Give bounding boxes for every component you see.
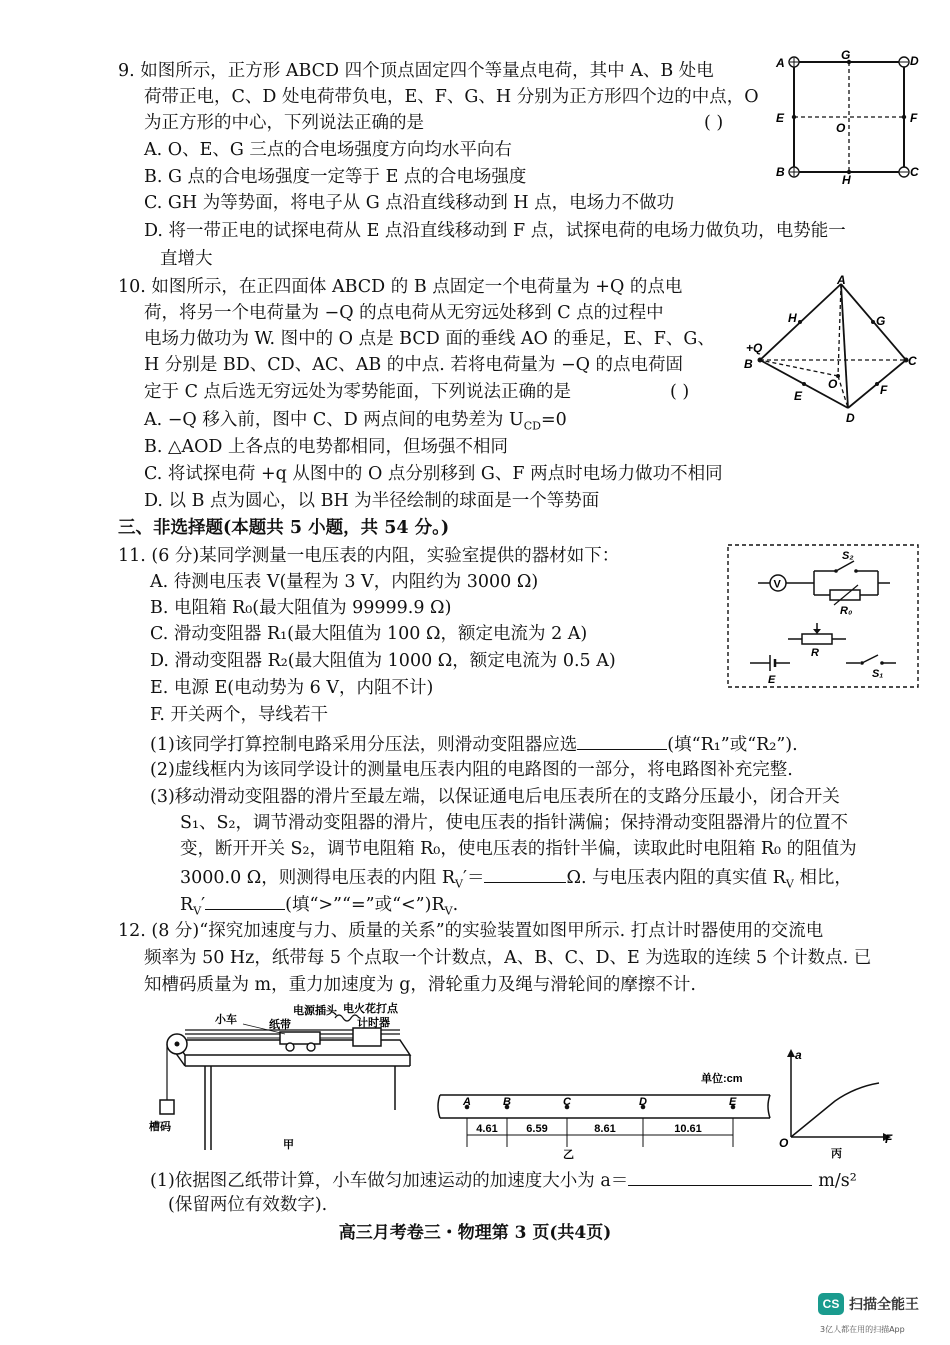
q10-label-e: E [794,389,803,403]
q9-option-d: D. 将一带正电的试探电荷从 E 点沿直线移动到 F 点，试探电荷的电场力做负功，电势能一 [144,221,846,241]
scanner-watermark [818,1293,946,1339]
q11-label-r0: R₀ [840,605,853,617]
q11-item-f: F. 开关两个，导线若干 [150,705,329,725]
q12-accel-blank[interactable] [628,1168,812,1186]
q11-item-c: C. 滑动变阻器 R₁(最大阻值为 100 Ω，额定电流为 2 A) [150,624,588,644]
q12-label-weight: 槽码 [149,1121,171,1133]
q11-part3-line4-d: Ω. 与电压表内阻的真实值 R [566,868,786,888]
q11-part3-line4 [180,865,852,896]
q9-label-e: E [776,111,785,125]
tape-label-b: B [503,1096,511,1108]
q12-part1-unit: m/s² [818,1171,857,1191]
q9-label-c: C [910,165,919,179]
q12-label-plug: 电源插头 [293,1005,337,1017]
page-footer: 高三月考卷三・物理第 3 页(共4页) [338,1223,612,1243]
q12-caption-yi: 乙 [563,1149,574,1160]
q12-part1-text: (1)依据图乙纸带计算，小车做匀加速运动的加速度大小为 a＝ [150,1171,629,1191]
q10-stem-line4: H 分别是 BD、CD、AC、AB 的中点. 若将电荷量为 −Q 的点电荷固 [144,355,684,375]
q10-label-g: G [876,314,886,328]
tape-points [462,1096,737,1109]
q11-part3-line4-sub2: V [785,877,794,891]
q12-part1-note: (保留两位有效数字). [168,1195,328,1215]
q12-stem-line2: 频率为 50 Hz，纸带每 5 个点取一个计数点，A、B、C、D、E 为选取的连续 5 个计数点. 已 [144,948,872,968]
q10-tetrahedron-figure [740,272,920,432]
q12-part1 [150,1168,857,1192]
q11-part1 [150,732,798,756]
q11-compare-blank[interactable] [205,892,285,910]
q12-label-timer1: 电火花打点 [343,1003,398,1015]
q11-part3-line5-f: . [452,895,459,915]
q9-label-d: D [910,54,919,68]
q12-stem-line1: 12. (8 分)“探究加速度与力、质量的关系”的实验装置如图甲所示. 打点计时器使用的交流电 [118,921,824,941]
tape-label-e: E [729,1096,737,1108]
q11-item-d: D. 滑动变阻器 R₂(最大阻值为 1000 Ω，额定电流为 0.5 A) [150,651,616,671]
q11-circuit-box [726,543,920,689]
q9-option-a: A. O、E、G 三点的合电场强度方向均水平向右 [144,140,512,160]
q9-option-c: C. GH 为等势面，将电子从 G 点沿直线移动到 H 点，电场力不做功 [144,193,675,213]
q10-stem-line5: 定于 C 点后选无穷远处为零势能面，下列说法正确的是 [144,382,572,402]
q11-part3-line4-c: ′＝ [463,868,485,888]
q11-part3-line5-c: ′ [201,895,206,915]
scanner-sub: 3亿人都在用的扫描App [820,1325,905,1334]
q11-part3-line4-a: 3000.0 Ω，则测得电压表的内阻 R [180,868,456,888]
q11-part3-line4-sub1: V [455,877,463,891]
tape-label-a: A [463,1096,471,1108]
q11-part2: (2)虚线框内为该同学设计的测量电压表内阻的电路图的一部分，将电路图补充完整. [150,760,793,780]
q12-graph-origin: O [779,1136,789,1150]
q10-label-a: A [837,273,846,287]
q11-part3-line1: (3)移动滑动变阻器的滑片至最左端，以保证通电后电压表所在的支路分压最小，闭合开关 [150,787,840,807]
tape-dimensions [467,1118,733,1147]
q10-option-a [144,409,567,438]
q11-item-b: B. 电阻箱 R₀(最大阻值为 99999.9 Ω) [150,598,452,618]
q9-answer-paren: ( ) [704,113,724,133]
q11-label-r: R [811,647,819,659]
q10-option-a-sub: CD [523,419,541,433]
q11-part3-line5 [180,892,458,923]
q9-label-a: A [776,56,785,70]
q9-option-b: B. G 点的合电场强度一定等于 E 点的合电场强度 [144,167,527,187]
q12-label-timer2: 计时器 [357,1017,390,1029]
q11-part1-hint: (填“R₁”或“R₂”). [667,735,798,755]
q11-part3-line5-d: (填“>”“=”或“<”)R [285,895,445,915]
q11-part3-line4-f: 相比， [793,868,852,888]
q11-item-e: E. 电源 E(电动势为 6 V，内阻不计) [150,678,434,698]
q10-option-d: D. 以 B 点为圆心，以 BH 为半径绘制的球面是一个等势面 [144,491,600,511]
scanner-name: 扫描全能王 [849,1297,919,1313]
tape-segment-1: 4.61 [476,1123,498,1135]
q12-apparatus-figure [145,1000,415,1160]
tape-label-c: C [563,1096,571,1108]
q9-label-f: F [910,111,918,125]
q11-label-s1: S₁ [872,668,884,680]
q10-answer-paren: ( ) [670,382,690,402]
q9-label-h: H [842,173,851,185]
q11-rv-blank[interactable] [484,865,566,883]
q12-graph-axis-a: a [795,1048,802,1062]
q10-label-h: H [788,311,797,325]
tape-label-d: D [639,1096,647,1108]
q10-option-b: B. △AOD 上各点的电势都相同，但场强不相同 [144,437,509,457]
q9-option-d-cont: 直增大 [160,249,213,269]
q11-part3-line3: 变，断开开关 S₂，调节电阻箱 R₀，使电压表的指针半偏，读取此时电阻箱 R₀ 的阻值为 [180,839,857,859]
q12-caption-jia: 甲 [283,1139,294,1151]
q10-label-q: +Q [746,341,763,355]
q11-part1-text: (1)该同学打算控制电路采用分压法，则滑动变阻器应选 [150,735,578,755]
q10-option-a-text: A. −Q 移入前，图中 C、D 两点间的电势差为 U [144,410,524,430]
q12-tape-figure [435,1065,787,1160]
q11-label-s2: S₂ [842,550,854,562]
q9-label-o: O [836,121,846,135]
q12-caption-bing: 丙 [831,1148,842,1160]
q11-part1-blank[interactable] [577,732,667,750]
q10-option-a-tail: =0 [540,410,567,430]
q12-graph-figure [775,1045,905,1160]
q9-square-figure [770,50,920,185]
q12-label-car: 小车 [215,1014,237,1026]
q10-label-d: D [846,411,855,425]
q9-stem-line3: 为正方形的中心，下列说法正确的是 [144,113,424,133]
q10-label-c: C [908,354,917,368]
q10-label-b: B [744,357,753,371]
q9-label-g: G [841,50,851,62]
tape-segment-4: 10.61 [674,1123,702,1135]
tape-segment-2: 6.59 [526,1123,548,1135]
q10-stem-line2: 荷，将另一个电荷量为 −Q 的点电荷从无穷远处移到 C 点的过程中 [144,303,664,323]
q11-voltmeter-symbol: V [773,578,781,591]
tape-segment-3: 8.61 [594,1123,616,1135]
q11-part3-line5-sub1: V [193,904,202,918]
q12-stem-line3: 知槽码质量为 m，重力加速度为 g，滑轮重力及绳与滑轮间的摩擦不计. [144,975,696,995]
scanner-logo: CS [818,1293,844,1315]
q11-item-a: A. 待测电压表 V(量程为 3 V，内阻约为 3000 Ω) [150,572,539,592]
q10-option-c: C. 将试探电荷 +q 从图中的 O 点分别移到 G、F 两点时电场力做功不相同 [144,464,723,484]
q11-part3-line2: S₁、S₂，调节滑动变阻器的滑片，使电压表的指针满偏；保持滑动变阻器滑片的位置不 [180,813,849,833]
section-heading: 三、非选择题(本题共 5 小题，共 54 分。) [118,518,450,538]
q12-label-tape: 纸带 [269,1019,291,1031]
q10-stem-line3: 电场力做功为 W. 图中的 O 点是 BCD 面的垂线 AO 的垂足，E、F、G、 [144,329,715,349]
q10-stem-line1: 10. 如图所示，在正四面体 ABCD 的 B 点固定一个电荷量为 +Q 的点电 [118,277,683,297]
q9-stem-line1: 9. 如图所示，正方形 ABCD 四个顶点固定四个等量点电荷，其中 A、B 处电 [118,61,714,81]
q10-label-o: O [828,377,838,391]
q9-label-b: B [776,165,785,179]
q11-part3-line5-sub2: V [444,904,453,918]
q10-label-f: F [880,383,888,397]
q9-stem-line2: 荷带正电，C、D 处电荷带负电，E、F、G、H 分别为正方形四个边的中点，O [144,87,759,107]
q12-tape-unit: 单位:cm [701,1073,743,1085]
q11-part3-line5-a: R [180,895,194,915]
q11-intro: 11. (6 分)某同学测量一电压表的内阻，实验室提供的器材如下： [118,546,620,566]
q11-label-e: E [768,674,776,686]
q12-graph-axis-f: F [885,1132,893,1146]
